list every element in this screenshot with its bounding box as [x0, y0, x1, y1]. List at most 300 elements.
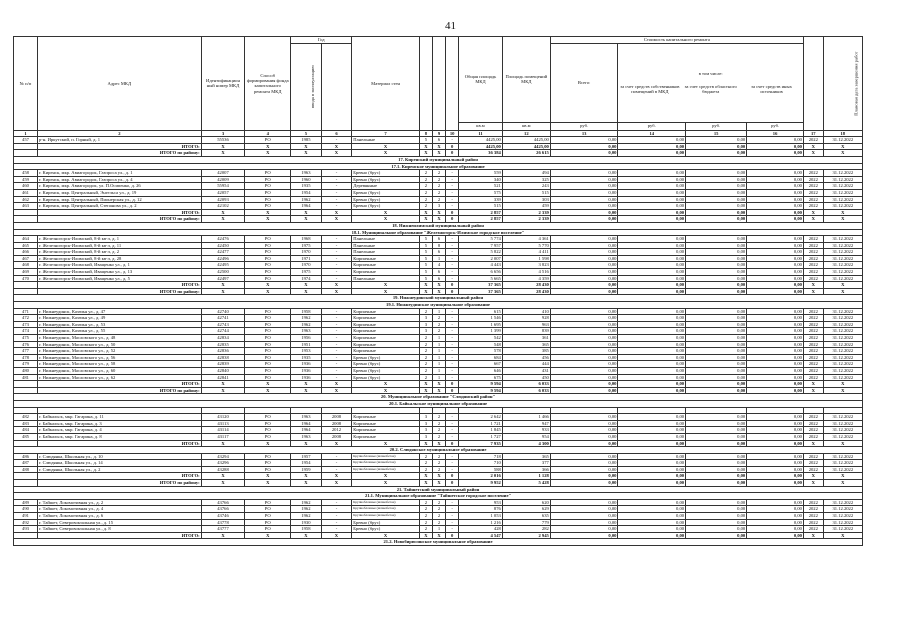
table-cell: 0,00	[747, 249, 804, 256]
table-cell: 559	[459, 170, 503, 177]
table-cell: X	[419, 288, 432, 295]
table-cell: 1 845	[459, 427, 503, 434]
table-cell: 0,00	[550, 143, 618, 150]
table-cell: 0,00	[747, 440, 804, 447]
table-cell: 0,00	[550, 216, 618, 223]
table-cell: 488	[14, 466, 38, 473]
table-cell: 0,00	[618, 288, 686, 295]
table-cell: 478	[14, 354, 38, 361]
table-cell: 31.12.2022	[823, 348, 862, 355]
table-cell: 1	[432, 526, 445, 533]
empty-cell	[550, 407, 618, 414]
table-cell: 0,00	[686, 183, 747, 190]
table-cell: 578	[459, 348, 503, 355]
table-cell: 4 411	[502, 249, 550, 256]
header-unit-m2-2: кв.м	[502, 122, 550, 130]
table-cell: 0	[446, 150, 459, 157]
table-cell: г. Тайшет, Локомотивная ул., д. 2	[38, 499, 202, 506]
table-cell: 2022	[803, 367, 823, 374]
table-cell: 1964	[291, 420, 322, 427]
header-cost-region: за счет средств областного бюджета	[684, 83, 737, 95]
table-cell: 6 033	[502, 387, 550, 394]
table-cell: X	[321, 288, 352, 295]
table-cell: 0,00	[686, 308, 747, 315]
table-cell: ИТОГО:	[38, 209, 202, 216]
table-cell: X	[823, 381, 862, 388]
table-cell: РО	[245, 269, 291, 276]
table-cell: X	[432, 143, 445, 150]
table-cell: -	[321, 255, 352, 262]
table-cell: X	[352, 381, 420, 388]
table-cell: X	[432, 209, 445, 216]
table-cell: 0,00	[686, 348, 747, 355]
table-cell: 0,00	[550, 275, 618, 282]
table-cell: 515	[502, 189, 550, 196]
table-cell: 31.12.2022	[823, 466, 862, 473]
table-cell: 9 952	[459, 480, 503, 487]
table-cell: 0,00	[686, 453, 747, 460]
table-cell: 0,00	[550, 440, 618, 447]
header-plan-end-text: Плановая дата завершения работ	[853, 51, 859, 116]
table-cell: X	[201, 288, 245, 295]
table-cell: г. Байкальск, мкр. Гагарина, д. 3	[38, 420, 202, 427]
table-cell: X	[803, 440, 823, 447]
table-cell: 0,00	[550, 150, 618, 157]
table-cell: X	[321, 282, 352, 289]
table-cell: X	[432, 150, 445, 157]
table-cell: 2022	[803, 203, 823, 210]
table-cell: 0,00	[618, 354, 686, 361]
table-cell: 0,00	[686, 209, 747, 216]
table-cell: 0,00	[747, 275, 804, 282]
table-cell: 31.12.2022	[823, 321, 862, 328]
header-living-area: Площадь помещений МКД	[502, 37, 550, 123]
table-cell: Кирпичные	[352, 420, 420, 427]
table-cell: 0,00	[686, 532, 747, 539]
total-row	[14, 282, 863, 289]
table-cell: 31.12.2022	[823, 189, 862, 196]
table-cell: г. Железногорск-Илимский, 8-й кв-л, д. 1	[38, 236, 202, 243]
section-header-row	[14, 493, 863, 500]
table-cell: 5 770	[502, 242, 550, 249]
table-cell: X	[432, 387, 445, 394]
table-cell: 588	[459, 466, 503, 473]
table-cell: 2022	[803, 196, 823, 203]
table-cell: 31.12.2022	[823, 341, 862, 348]
table-cell: X	[201, 216, 245, 223]
table-cell: X	[245, 216, 291, 223]
table-cell: 0,00	[618, 414, 686, 421]
table-cell: 6	[432, 269, 445, 276]
table-cell: 0,00	[747, 255, 804, 262]
table-cell: 2022	[803, 433, 823, 440]
table-cell: РО	[245, 526, 291, 533]
table-cell: 1971	[291, 255, 322, 262]
table-cell: 0,00	[686, 282, 747, 289]
table-cell: 365	[502, 453, 550, 460]
table-cell: 4 359	[502, 275, 550, 282]
table-cell: X	[201, 440, 245, 447]
table-cell: 0,00	[747, 367, 804, 374]
table-cell: 482	[14, 414, 38, 421]
header-total-area: Общая площадь МКД	[459, 37, 503, 123]
table-cell: 0,00	[550, 262, 618, 269]
table-cell: X	[419, 282, 432, 289]
table-cell: 1962	[291, 506, 322, 513]
table-cell: 0,00	[618, 519, 686, 526]
table-cell: Бревно (брус)	[352, 526, 420, 533]
table-cell: X	[245, 282, 291, 289]
table-cell: Бревно (брус)	[352, 196, 420, 203]
table-cell: г. Киренск, мкр. Центральный, Энгельса ул., д. 19	[38, 189, 202, 196]
table-cell: 31.12.2022	[823, 427, 862, 434]
table-cell: -	[321, 335, 352, 342]
table-cell: 5	[419, 275, 432, 282]
table-cell: X	[823, 209, 862, 216]
table-cell: X	[201, 282, 245, 289]
table-cell: 1	[432, 335, 445, 342]
table-cell: РО	[245, 242, 291, 249]
total-row	[14, 288, 863, 295]
section-title: 20.1. Байкальское муниципальное образование	[14, 400, 863, 407]
table-cell: 0,00	[747, 176, 804, 183]
table-cell: 0,00	[747, 262, 804, 269]
table-cell: 55536	[201, 137, 245, 144]
table-cell: 2	[419, 308, 432, 315]
table-cell: 0,00	[618, 506, 686, 513]
table-cell	[14, 282, 38, 289]
table-cell: 0,00	[550, 414, 618, 421]
table-cell: 0,00	[686, 255, 747, 262]
table-cell: 466	[14, 249, 38, 256]
table-cell: X	[432, 473, 445, 480]
table-cell: 485	[14, 433, 38, 440]
table-cell: РО	[245, 328, 291, 335]
section-header-row	[14, 400, 863, 407]
table-cell: 0,00	[550, 519, 618, 526]
table-cell: 492	[14, 519, 38, 526]
table-cell: 0,00	[747, 335, 804, 342]
table-cell: 0,00	[618, 427, 686, 434]
column-number: 4	[245, 130, 291, 137]
table-cell: 0,00	[550, 269, 618, 276]
table-cell: ИТОГО:	[38, 381, 202, 388]
table-cell: -	[321, 203, 352, 210]
table-cell: 55954	[201, 183, 245, 190]
table-cell: -	[321, 249, 352, 256]
table-cell	[14, 387, 38, 394]
table-cell: 4425,00	[502, 143, 550, 150]
total-row	[14, 532, 863, 539]
column-number: 10	[446, 130, 459, 137]
table-cell: 5 665	[459, 275, 503, 282]
table-cell: 31.12.2022	[823, 513, 862, 520]
table-row	[14, 348, 863, 355]
table-cell: 0,00	[618, 203, 686, 210]
section-header-row	[14, 295, 863, 302]
table-cell: 1959	[291, 466, 322, 473]
table-cell: Панельные	[352, 236, 420, 243]
table-cell	[14, 288, 38, 295]
table-cell: X	[803, 387, 823, 394]
section-title: 21.1. Муниципальное образование "Тайшетское городское поселение"	[14, 493, 863, 500]
section-title: 20.2. Слюдянское муниципальное образование	[14, 447, 863, 454]
table-cell: 0,00	[618, 143, 686, 150]
table-cell: 31.12.2022	[823, 315, 862, 322]
table-cell: ИТОГО:	[38, 143, 202, 150]
table-cell: X	[803, 532, 823, 539]
table-cell: -	[321, 328, 352, 335]
table-cell: 0,00	[550, 137, 618, 144]
table-cell: 31.12.2022	[823, 262, 862, 269]
table-cell: 0,00	[747, 170, 804, 177]
table-cell: 0,00	[550, 526, 618, 533]
table-cell: X	[245, 288, 291, 295]
table-cell: ИТОГО по району:	[38, 288, 202, 295]
table-cell: 575	[459, 189, 503, 196]
column-number: 18	[823, 130, 862, 137]
table-cell: 2022	[803, 354, 823, 361]
table-cell: РО	[245, 427, 291, 434]
table-cell: 0,00	[618, 513, 686, 520]
table-cell: 0,00	[686, 427, 747, 434]
table-cell: 37 365	[459, 282, 503, 289]
table-cell: 2	[419, 170, 432, 177]
table-cell: X	[803, 150, 823, 157]
table-cell: -	[321, 526, 352, 533]
table-cell: -	[321, 453, 352, 460]
table-row	[14, 315, 863, 322]
empty-cell	[432, 407, 445, 414]
table-cell: 493	[14, 526, 38, 533]
header-address: Адрес МКД	[38, 37, 202, 131]
table-cell: 0,00	[618, 387, 686, 394]
table-cell: 6 656	[459, 269, 503, 276]
header-year-build	[291, 43, 322, 130]
table-cell: 0,00	[550, 183, 618, 190]
table-cell: 5	[419, 269, 432, 276]
section-header-row	[14, 229, 863, 236]
table-cell: 2022	[803, 262, 823, 269]
table-row	[14, 170, 863, 177]
table-cell: 4425,00	[459, 137, 503, 144]
table-cell: 0,00	[550, 242, 618, 249]
table-cell: -	[446, 526, 459, 533]
table-cell: 1	[432, 308, 445, 315]
table-cell: X	[419, 381, 432, 388]
table-cell: 2022	[803, 506, 823, 513]
table-cell: X	[419, 532, 432, 539]
table-cell: 31.12.2022	[823, 196, 862, 203]
table-cell: Бревно (брус)	[352, 203, 420, 210]
table-cell: 0,00	[747, 427, 804, 434]
section-title: 17.1. Киренское муниципальное образование	[14, 163, 863, 170]
table-cell: 0,00	[618, 242, 686, 249]
table-cell: -	[321, 236, 352, 243]
table-cell: 484	[14, 427, 38, 434]
table-cell: 1 216	[459, 519, 503, 526]
header-entrances	[432, 37, 445, 131]
table-cell: -	[446, 460, 459, 467]
table-cell: -	[321, 354, 352, 361]
table-cell: X	[201, 387, 245, 394]
table-cell: 2	[432, 196, 445, 203]
table-cell: -	[446, 308, 459, 315]
table-cell: 0,00	[747, 269, 804, 276]
table-cell: 31.12.2022	[823, 420, 862, 427]
table-cell: 31.12.2022	[823, 170, 862, 177]
table-cell: 2022	[803, 519, 823, 526]
table-cell: X	[823, 282, 862, 289]
table-cell: 629	[502, 506, 550, 513]
total-row	[14, 381, 863, 388]
table-cell: 0,00	[550, 341, 618, 348]
table-cell: -	[446, 321, 459, 328]
table-cell: 1964	[291, 427, 322, 434]
table-cell: Кирпичные	[352, 341, 420, 348]
table-cell: 2	[419, 453, 432, 460]
table-cell: 718	[459, 453, 503, 460]
table-cell: 5 428	[502, 480, 550, 487]
table-cell: X	[432, 216, 445, 223]
table-cell: 31.12.2022	[823, 499, 862, 506]
table-cell: -	[446, 361, 459, 368]
table-cell: 2	[432, 460, 445, 467]
table-cell: 474	[14, 328, 38, 335]
table-cell: 486	[14, 453, 38, 460]
table-cell: 0,00	[550, 473, 618, 480]
table-cell: 2022	[803, 321, 823, 328]
table-cell: 0,00	[618, 321, 686, 328]
table-cell: X	[419, 440, 432, 447]
table-cell: X	[201, 381, 245, 388]
table-cell: 42740	[201, 308, 245, 315]
table-cell: 0,00	[550, 387, 618, 394]
table-cell: РО	[245, 414, 291, 421]
table-cell: X	[419, 473, 432, 480]
table-cell: 0,00	[618, 137, 686, 144]
table-cell: 3	[419, 328, 432, 335]
table-cell: 1953	[291, 348, 322, 355]
table-row	[14, 466, 863, 473]
table-cell: 479	[14, 361, 38, 368]
table-cell: 0,00	[618, 249, 686, 256]
table-cell: 0,00	[747, 526, 804, 533]
table-cell: РО	[245, 348, 291, 355]
table-cell: 0,00	[686, 420, 747, 427]
table-cell: 0,00	[618, 170, 686, 177]
table-cell: г. Киренск, мкр. Авиагородок, Газпроса ул., д. 4	[38, 176, 202, 183]
table-cell: X	[321, 440, 352, 447]
table-cell: 2	[432, 321, 445, 328]
table-cell: 1 546	[459, 315, 503, 322]
table-cell: 0,00	[686, 460, 747, 467]
table-cell: 2	[432, 499, 445, 506]
table-cell: 0,00	[686, 321, 747, 328]
table-cell: 0,00	[686, 315, 747, 322]
repair-program-table	[13, 36, 863, 546]
empty-cell	[291, 407, 322, 414]
table-cell: X	[823, 473, 862, 480]
table-cell: 2 339	[502, 216, 550, 223]
table-cell	[14, 216, 38, 223]
table-cell: 1964	[291, 203, 322, 210]
table-cell: 2	[419, 183, 432, 190]
table-cell: 0,00	[550, 308, 618, 315]
table-cell: 0,00	[618, 150, 686, 157]
table-cell: 2022	[803, 189, 823, 196]
table-cell: 0	[446, 532, 459, 539]
table-cell: 1	[432, 367, 445, 374]
table-cell: ИТОГО:	[38, 440, 202, 447]
table-cell: Кирпичные	[352, 427, 420, 434]
table-cell: 0	[446, 480, 459, 487]
table-cell: 469	[14, 269, 38, 276]
table-cell: 2022	[803, 170, 823, 177]
table-cell: РО	[245, 137, 291, 144]
table-cell: 646	[459, 367, 503, 374]
table-cell: 366	[502, 466, 550, 473]
table-row	[14, 361, 863, 368]
table-cell: 0,00	[747, 473, 804, 480]
table-cell: РО	[245, 183, 291, 190]
table-cell: Панельные	[352, 275, 420, 282]
table-cell: X	[201, 480, 245, 487]
table-cell: 0,00	[747, 348, 804, 355]
table-cell: 1	[432, 255, 445, 262]
table-cell: 0,00	[618, 189, 686, 196]
table-cell: -	[446, 513, 459, 520]
table-cell: 243	[502, 183, 550, 190]
section-header-row	[14, 486, 863, 493]
table-cell: X	[352, 216, 420, 223]
table-cell: РО	[245, 315, 291, 322]
table-row	[14, 236, 863, 243]
table-cell: 2	[419, 341, 432, 348]
table-cell: 0,00	[747, 321, 804, 328]
table-cell: X	[823, 532, 862, 539]
table-cell: 2022	[803, 308, 823, 315]
table-cell	[14, 209, 38, 216]
table-row	[14, 242, 863, 249]
table-cell: -	[446, 499, 459, 506]
table-cell: X	[352, 150, 420, 157]
table-cell: 5	[419, 249, 432, 256]
table-cell: 0	[446, 440, 459, 447]
header-floors	[419, 37, 432, 131]
table-cell: 2	[419, 374, 432, 381]
table-cell: 43294	[201, 453, 245, 460]
total-row	[14, 473, 863, 480]
table-cell: 377	[502, 460, 550, 467]
table-cell: 31.12.2022	[823, 328, 862, 335]
table-cell: X	[321, 216, 352, 223]
table-cell: 2	[419, 196, 432, 203]
table-cell: 43746	[201, 513, 245, 520]
table-cell: 0	[446, 387, 459, 394]
table-cell: 303	[502, 196, 550, 203]
table-cell: 43296	[201, 460, 245, 467]
table-cell: -	[321, 348, 352, 355]
table-cell: -	[446, 335, 459, 342]
table-cell: 0,00	[747, 196, 804, 203]
table-cell	[14, 532, 38, 539]
table-cell: 1962	[291, 513, 322, 520]
table-cell: X	[352, 532, 420, 539]
table-cell	[14, 480, 38, 487]
table-cell: 0,00	[747, 381, 804, 388]
table-cell: г. Нижнеудинск, Масловского ул., д. 58	[38, 361, 202, 368]
